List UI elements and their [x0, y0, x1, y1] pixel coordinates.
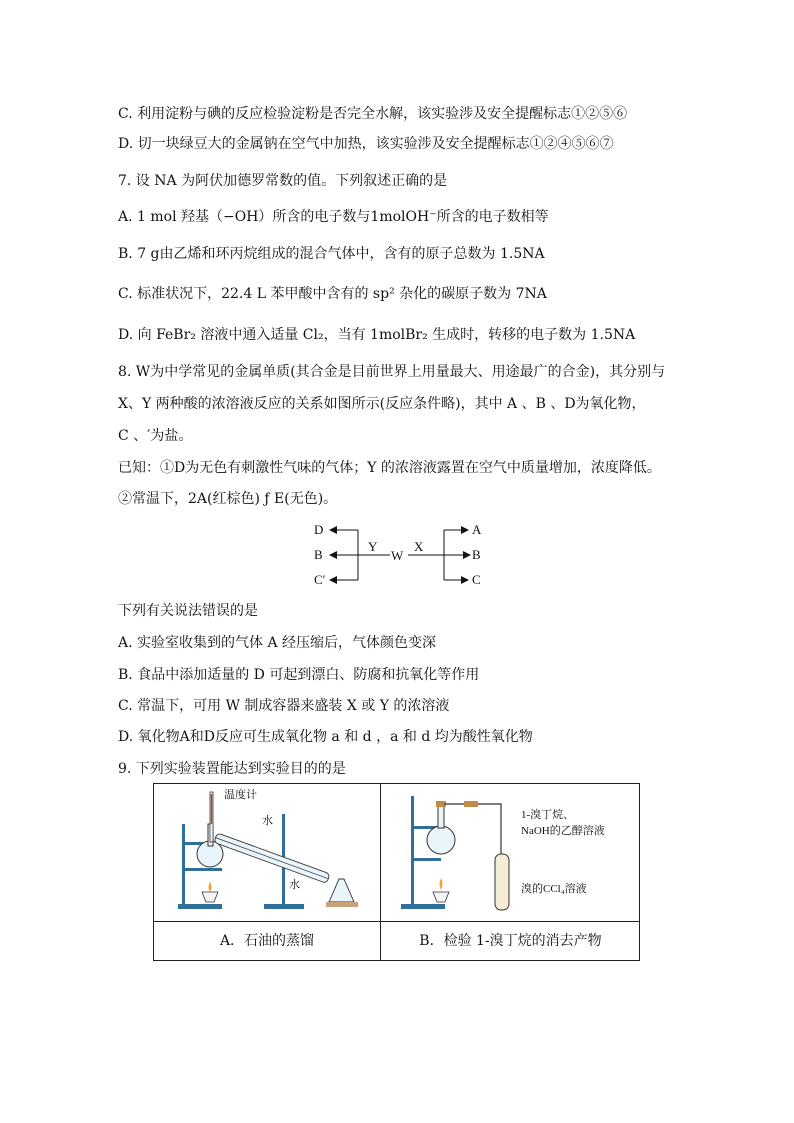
q7-option-a: A. 1 mol 羟基（−OH）所含的电子数与1molOH⁻所含的电子数相等 — [118, 209, 549, 225]
acid-y: Y — [368, 539, 378, 554]
q8-option-b: B. 食品中添加适量的 D 可起到漂白、防腐和抗氧化等作用 — [118, 667, 480, 683]
q8-ask: 下列有关说法错误的是 — [118, 603, 258, 619]
product-b-left: B — [314, 547, 323, 562]
label-thermometer: 温度计 — [224, 789, 257, 801]
question-8-known-2: ②常温下，2A(红棕色) ƒ E(无色)。 — [118, 491, 338, 507]
product-d: D — [314, 522, 324, 537]
q7-option-d: D. 向 FeBr₂ 溶液中通入适量 Cl₂，当有 1molBr₂ 生成时，转移的电子数为 1.5NA — [118, 327, 636, 343]
q7-option-b: B. 7 g由乙烯和环丙烷组成的混合气体中，含有的原子总数为 1.5NA — [118, 246, 545, 262]
metal-w: W — [391, 548, 404, 563]
q7-option-c: C. 标准状况下，22.4 L 苯甲酸中含有的 sp² 杂化的碳原子数为 7NA — [118, 286, 547, 302]
option-c-q6: C. 利用淀粉与碘的反应检验淀粉是否完全水解，该实验涉及安全提醒标志①②⑤⑥ — [118, 106, 628, 122]
label-water-out: 水 — [289, 879, 300, 891]
label-reagent-2: NaOH的乙醇溶液 — [521, 825, 605, 837]
label-tube: 溴的CCl₄溶液 — [521, 883, 587, 895]
q8-option-a: A. 实验室收集到的气体 A 经压缩后，气体颜色变深 — [118, 635, 437, 651]
experiment-table — [153, 783, 640, 961]
question-8-line-2: X、Y 两种酸的浓溶液反应的关系如图所示(反应条件略)，其中 A 、B 、D为氧化物， — [118, 396, 646, 412]
caption-a: A．石油的蒸馏 — [219, 933, 315, 949]
caption-b: B．检验 1-溴丁烷的消去产物 — [419, 933, 602, 949]
acid-x: X — [414, 539, 424, 554]
reaction-diagram — [300, 516, 500, 596]
product-a: A — [472, 522, 482, 537]
label-water-in: 水 — [262, 815, 273, 827]
distillation-apparatus — [154, 784, 380, 921]
question-9: 9. 下列实验装置能达到实验目的的是 — [118, 761, 346, 777]
question-8-known-1: 已知：①D为无色有刺激性气味的气体；Y 的浓溶液露置在空气中质量增加，浓度降低。 — [118, 460, 661, 476]
product-b-right: B — [472, 547, 481, 562]
product-c-prime: C′ — [314, 572, 326, 587]
q8-option-c: C. 常温下，可用 W 制成容器来盛装 X 或 Y 的浓溶液 — [118, 698, 450, 714]
question-8-line-1: 8. W为中学常见的金属单质(其合金是目前世界上用量最大、用途最广的合金)，其分别与 — [118, 364, 666, 380]
label-reagent-1: 1-溴丁烷、 — [521, 809, 575, 821]
option-d-q6: D. 切一块绿豆大的金属钠在空气中加热，该实验涉及安全提醒标志①②④⑤⑥⑦ — [118, 136, 614, 152]
product-c: C — [472, 572, 481, 587]
question-7: 7. 设 NA 为阿伏加德罗常数的值。下列叙述正确的是 — [118, 173, 448, 189]
elimination-apparatus — [381, 784, 640, 921]
q8-option-d: D. 氧化物A和D反应可生成氧化物 a 和 d ，a 和 d 均为酸性氧化物 — [118, 729, 533, 745]
question-8-line-3: C 、′为盐。 — [118, 428, 193, 444]
